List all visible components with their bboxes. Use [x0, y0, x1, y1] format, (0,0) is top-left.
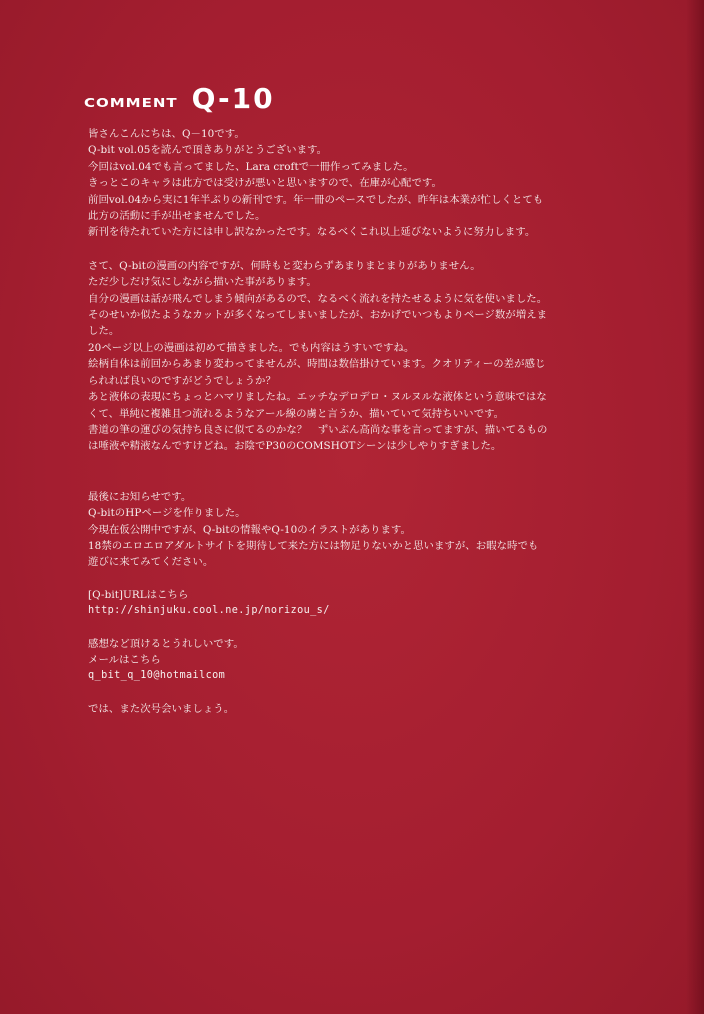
contact-email: q_bit_q_10@hotmailcom	[88, 670, 226, 682]
text-line: 書道の筆の運びの気持ち良さに似てるのかな？ ずいぶん高尚な事を言ってますが、描いてるもの	[88, 423, 548, 436]
text-line: 前回vol.04から実に1年半ぶりの新刊です。年一冊のペースでしたが、昨年は本業が忙しくとても	[88, 193, 544, 206]
text-line: 此方の活動に手が出せませんでした。	[88, 210, 266, 223]
text-line: 自分の漫画は話が飛んでしまう傾向があるので、なるべく流れを持たせるように気を使いました。	[88, 292, 548, 305]
comment-header	[84, 82, 275, 115]
intro-paragraph	[88, 126, 648, 241]
text-line: ただ少しだけ気にしながら描いた事があります。	[88, 276, 317, 289]
manga-paragraph	[88, 258, 648, 455]
text-line: 20ページ以上の漫画は初めて描きました。でも内容はうすいですね。	[88, 341, 415, 354]
text-line: 新刊を待たれていた方には申し訳なかったです。なるべくこれ以上延びないように努力します。	[88, 226, 536, 239]
closing-line: では、また次号会いましょう。	[88, 702, 235, 715]
news-paragraph	[88, 489, 648, 571]
url-label: [Q-bit]URLはこちら	[88, 588, 189, 601]
text-line: られれば良いのですがどうでしょうか？	[88, 374, 276, 387]
text-line: 感想など頂けるとうれしいです。	[88, 637, 244, 650]
text-line: くて、単純に複雑且つ流れるようなアール線の虜と言うか、描いていて気持ちいいです。	[88, 407, 505, 420]
author-name: Q-10	[191, 82, 275, 115]
text-line: きっとこのキャラは此方では受けが悪いと思いますので、在庫が心配です。	[88, 177, 442, 190]
text-line: メールはこちら	[88, 653, 161, 666]
comment-body	[88, 126, 648, 717]
text-line: は唾液や精液なんですけどね。お陰でP30のCOMSHOTシーンは少しやりすぎました。	[88, 440, 502, 453]
text-line: あと液体の表現にちょっとハマリましたね。エッチなデロデロ・ヌルヌルな液体という意味ではな	[88, 391, 547, 404]
url-paragraph	[88, 587, 648, 620]
text-line: した。	[88, 325, 120, 338]
text-line: 最後にお知らせです。	[88, 490, 192, 503]
text-line: 絵柄自体は前回からあまり変わってませんが、時間は数倍掛けています。クオリティーの差が感じ	[88, 358, 546, 371]
text-line: 遊びに来てみてください。	[88, 556, 214, 569]
comment-label: COMMENT	[84, 95, 178, 111]
text-line: 今現在仮公開中ですが、Q-bitの情報やQ-10のイラストがあります。	[88, 523, 411, 536]
mail-paragraph	[88, 636, 648, 685]
homepage-url: http://shinjuku.cool.ne.jp/norizou_s/	[88, 605, 330, 617]
text-line: さて、Q-bitの漫画の内容ですが、何時もと変わらずあまりまとまりがありません。	[88, 259, 481, 272]
text-line: Q-bitのHPページを作りました。	[88, 507, 246, 520]
text-line: Q-bit vol.05を読んで頂きありがとうございます。	[88, 144, 328, 157]
text-line: 今回はvol.04でも言ってました、Lara croftで一冊作ってみました。	[88, 160, 414, 173]
text-line: 18禁のエロエロアダルトサイトを期待して来た方には物足りないかと思いますが、お暇な時でも	[88, 539, 539, 552]
page-edge-shadow	[686, 0, 704, 1014]
closing-paragraph	[88, 701, 648, 717]
text-line: 皆さんこんにちは、Q－10です。	[88, 128, 245, 140]
text-line: そのせいか似たようなカットが多くなってしまいましたが、おかげでいつもよりページ数が増えま	[88, 309, 548, 322]
